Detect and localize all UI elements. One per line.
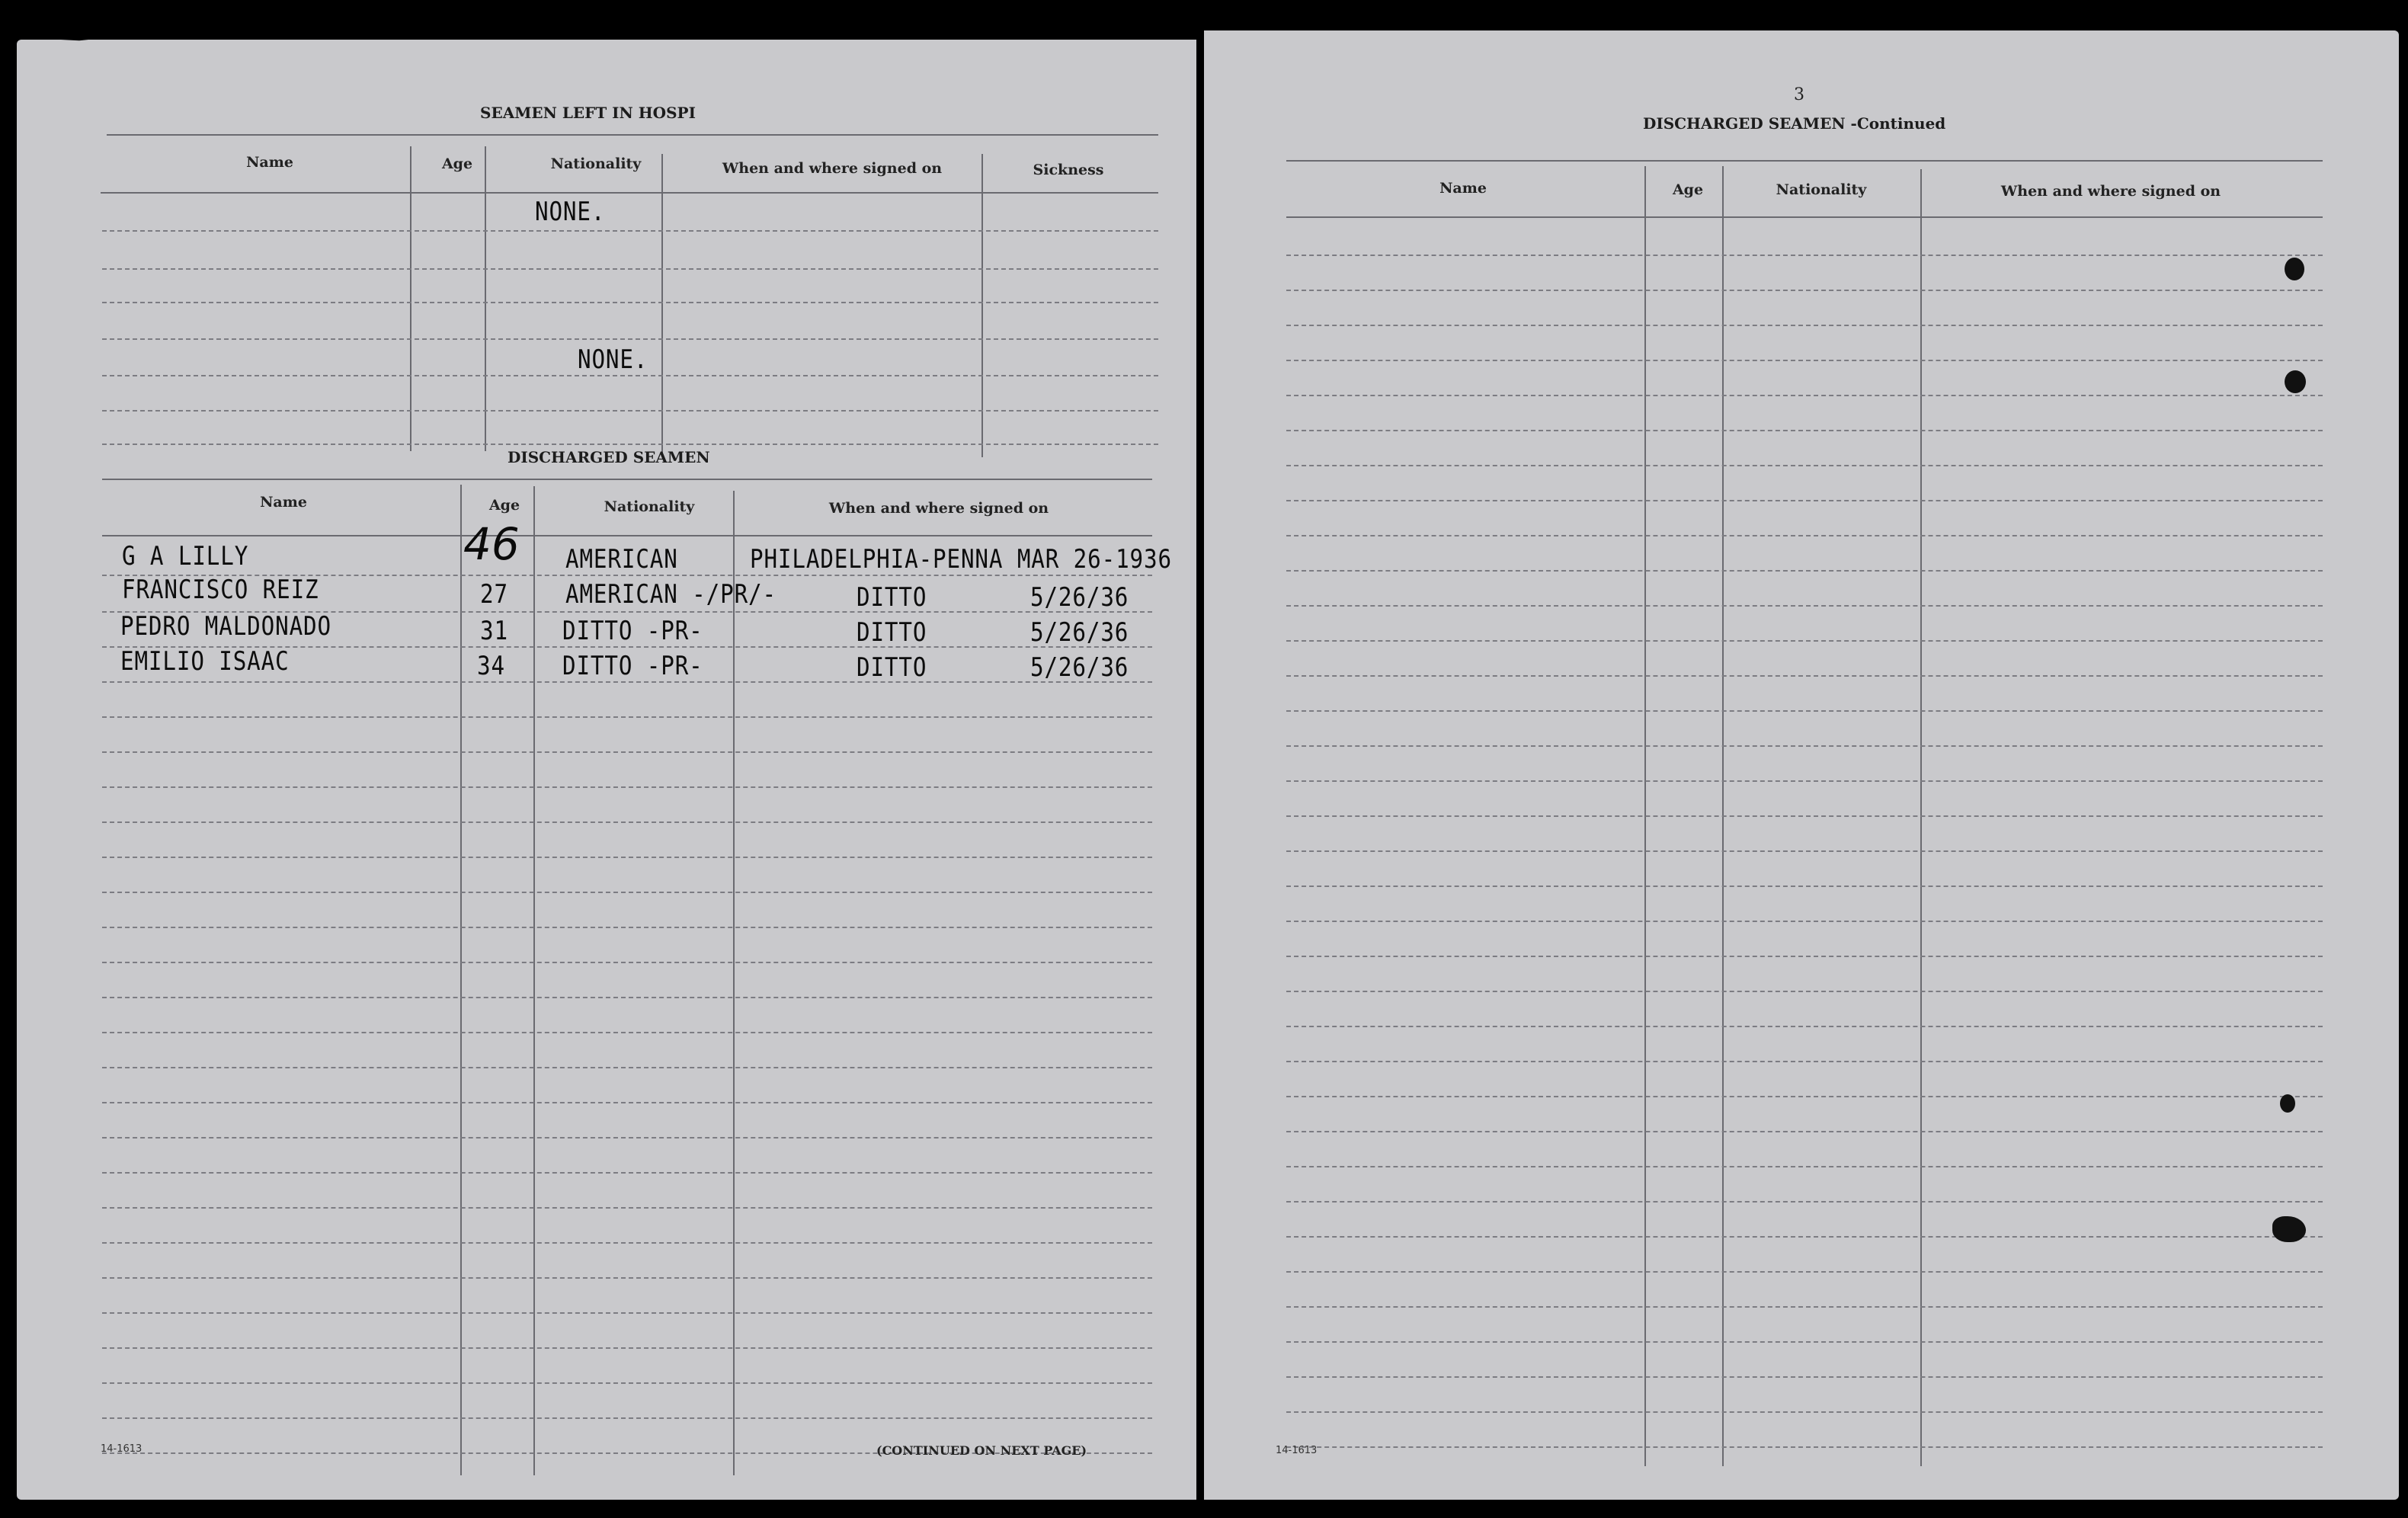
punch-hole-mark [2280, 1094, 2295, 1113]
right-row-line [1286, 430, 2323, 431]
row-signed-on: PHILADELPHIA-PENNA MAR 26-1936 [750, 544, 1172, 575]
discharged-vline [460, 485, 462, 1475]
hospital-row-line [102, 268, 1158, 270]
row-age: 27 [480, 579, 508, 610]
hospital-entry-none: NONE. [578, 344, 648, 375]
right-row-line [1286, 1306, 2323, 1308]
discharged-vline [533, 486, 535, 1475]
row-age: 31 [480, 616, 508, 646]
right-row-line [1286, 921, 2323, 922]
row-nationality: AMERICAN -/PR/- [565, 579, 777, 610]
right-row-line [1286, 850, 2323, 852]
discharged-row-line [102, 1067, 1152, 1068]
discharged-col-signed-on: When and where signed on [828, 500, 1049, 517]
hospital-row-line [102, 302, 1158, 303]
hospital-col-signed-on: When and where signed on [722, 160, 943, 177]
right-row-line [1286, 1271, 2323, 1273]
right-row-line [1286, 1341, 2323, 1343]
right-row-line [1286, 1201, 2323, 1203]
hospital-header-underline [101, 192, 1158, 194]
discharged-row-line [102, 1137, 1152, 1138]
discharged-row-line [102, 716, 1152, 718]
right-row-line [1286, 500, 2323, 501]
row-date: 5/26/36 [1030, 617, 1129, 648]
hospital-col-sickness: Sickness [1033, 162, 1104, 178]
right-row-line [1286, 395, 2323, 396]
row-name: PEDRO MALDONADO [120, 611, 331, 642]
right-header-underline [1286, 216, 2323, 218]
right-row-line [1286, 1236, 2323, 1238]
right-row-line [1286, 1376, 2323, 1378]
right-row-line [1286, 815, 2323, 817]
discharged-row-line [102, 927, 1152, 928]
discharged-row-line [102, 821, 1152, 823]
right-row-line [1286, 605, 2323, 607]
right-row-line [1286, 675, 2323, 677]
discharged-row-line [102, 892, 1152, 893]
right-row-line [1286, 1061, 2323, 1062]
discharged-row-line [102, 786, 1152, 788]
right-row-line [1286, 640, 2323, 642]
discharged-header-underline [102, 535, 1152, 536]
row-age: 34 [477, 651, 505, 681]
right-row-line [1286, 535, 2323, 536]
right-row-line [1286, 465, 2323, 466]
hospital-row-line [102, 444, 1158, 445]
discharged-row-line [102, 681, 1152, 683]
right-col-name: Name [1439, 180, 1487, 197]
row-nationality: AMERICAN [565, 544, 678, 575]
discharged-header-rule [102, 479, 1152, 480]
discharged-row-line [102, 1417, 1152, 1419]
punch-hole-mark [2272, 1216, 2306, 1242]
row-date: 5/26/36 [1030, 652, 1129, 683]
right-row-line [1286, 991, 2323, 992]
row-nationality: DITTO -PR- [562, 651, 703, 681]
discharged-row-line [102, 1312, 1152, 1314]
page-number: 3 [1794, 85, 1804, 104]
discharged-vline [733, 491, 735, 1475]
right-page [1204, 30, 2399, 1500]
right-col-nationality: Nationality [1776, 181, 1867, 198]
form-number: 14-1613 [1276, 1445, 1318, 1456]
discharged-row-line [102, 1032, 1152, 1033]
hospital-row-line [102, 410, 1158, 412]
row-name: G A LILLY [122, 541, 249, 572]
punch-hole-mark [2285, 258, 2304, 280]
right-row-line [1286, 1166, 2323, 1167]
discharged-row-line [102, 1277, 1152, 1279]
discharged-col-age: Age [488, 497, 520, 514]
right-row-line [1286, 1026, 2323, 1027]
discharged-section-title: DISCHARGED SEAMEN [508, 448, 710, 466]
right-row-line [1286, 710, 2323, 712]
right-row-line [1286, 745, 2323, 747]
torn-edge [642, 0, 1198, 46]
right-col-signed-on: When and where signed on [2000, 183, 2221, 200]
right-row-line [1286, 1131, 2323, 1132]
row-signed-on: DITTO [857, 617, 927, 648]
row-signed-on: DITTO [857, 582, 927, 613]
right-row-line [1286, 360, 2323, 361]
hospital-header-rule [107, 134, 1158, 136]
row-date: 5/26/36 [1030, 582, 1129, 613]
punch-hole-mark [2285, 370, 2306, 393]
right-row-line [1286, 255, 2323, 256]
hospital-section-title: SEAMEN LEFT IN HOSPI [480, 104, 696, 122]
hospital-col-name: Name [246, 154, 293, 171]
discharged-row-line [102, 1172, 1152, 1174]
right-row-line [1286, 886, 2323, 887]
discharged-row-line [102, 751, 1152, 753]
right-row-line [1286, 1446, 2323, 1448]
discharged-row-line [102, 857, 1152, 858]
hospital-row-line [102, 338, 1158, 340]
discharged-row-line [102, 1347, 1152, 1349]
row-name: FRANCISCO REIZ [122, 575, 319, 605]
right-row-line [1286, 1096, 2323, 1097]
discharged-row-line [102, 997, 1152, 998]
right-row-line [1286, 290, 2323, 291]
discharged-row-line [102, 1102, 1152, 1103]
discharged-col-name: Name [260, 494, 307, 511]
discharged-row-line [102, 1242, 1152, 1244]
hospital-vline [661, 154, 663, 454]
form-number: 14-1613 [101, 1443, 142, 1455]
discharged-row-line [102, 962, 1152, 963]
hospital-entry-none: NONE. [535, 197, 606, 227]
right-row-line [1286, 325, 2323, 326]
right-header-rule [1286, 160, 2323, 162]
discharged-row-line [102, 1382, 1152, 1384]
right-row-line [1286, 570, 2323, 572]
row-signed-on: DITTO [857, 652, 927, 683]
left-page [17, 40, 1196, 1500]
discharged-row-line [102, 1207, 1152, 1209]
right-section-title: DISCHARGED SEAMEN -Continued [1643, 114, 1946, 133]
row-name: EMILIO ISAAC [120, 646, 290, 677]
hospital-col-age: Age [441, 155, 473, 172]
discharged-col-nationality: Nationality [604, 498, 695, 515]
hospital-row-line [102, 230, 1158, 232]
right-col-age: Age [1672, 181, 1704, 198]
hospital-row-line [102, 375, 1158, 376]
right-row-line [1286, 780, 2323, 782]
hospital-col-nationality: Nationality [550, 155, 642, 172]
row-nationality: DITTO -PR- [562, 616, 703, 646]
right-row-line [1286, 956, 2323, 957]
row-age-handwritten: 46 [463, 518, 520, 570]
hospital-vline [981, 154, 983, 457]
right-row-line [1286, 1411, 2323, 1413]
continued-note: (CONTINUED ON NEXT PAGE) [876, 1443, 1087, 1458]
